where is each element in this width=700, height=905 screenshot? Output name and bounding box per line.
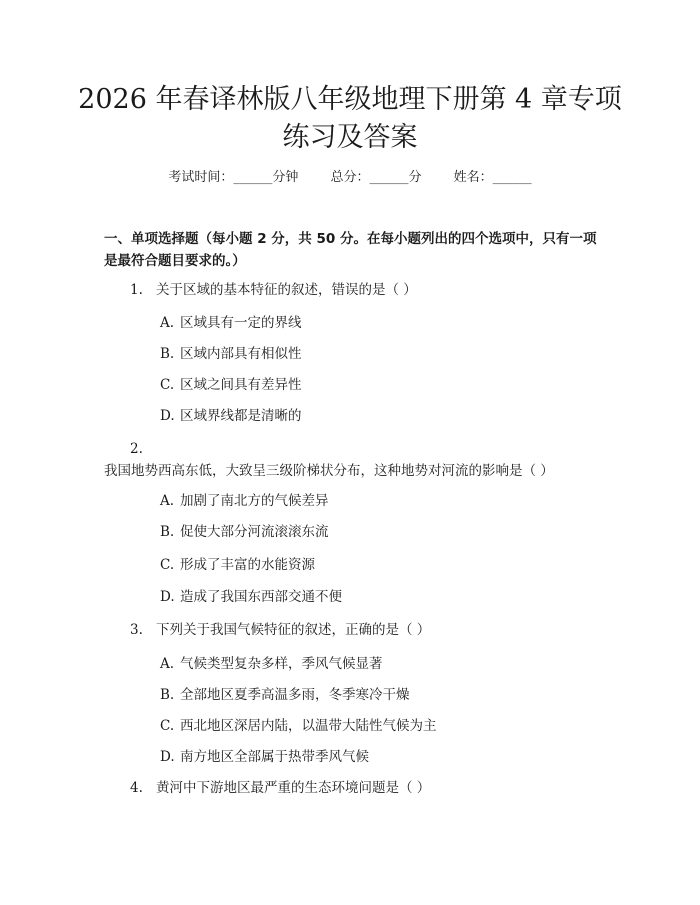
question-4-stem <box>104 777 604 799</box>
exam-time-unit: 分钟 <box>272 170 299 185</box>
total-score-label: 总分： <box>330 170 370 185</box>
exam-time-field <box>168 168 298 188</box>
option-text: 形成了丰富的水能资源 <box>180 557 315 573</box>
option-text: 造成了我国东西部交通不便 <box>180 589 342 605</box>
option-letter: B. <box>160 524 175 540</box>
question-3-option-a <box>160 654 600 674</box>
question-number: 2. <box>130 441 143 457</box>
question-1-option-d <box>160 406 600 426</box>
total-score-unit: 分 <box>408 170 422 185</box>
section-heading: 一、单项选择题（每小题 2 分，共 50 分。在每小题列出的四个选项中，只有一项是最符合题目要求的。） <box>104 231 597 269</box>
option-text: 气候类型复杂多样，季风气候显著 <box>180 656 383 672</box>
question-number: 3. <box>130 622 143 638</box>
question-1-option-c <box>160 375 600 395</box>
question-3-option-c <box>160 716 600 736</box>
question-text: 关于区域的基本特征的叙述，错误的是（ ） <box>156 282 417 298</box>
option-text: 区域之间具有差异性 <box>180 377 302 393</box>
question-2-option-c <box>160 555 600 575</box>
option-letter: A. <box>160 656 175 672</box>
option-letter: C. <box>160 557 175 573</box>
option-text: 区域界线都是清晰的 <box>180 408 302 424</box>
question-1-option-a <box>160 313 600 333</box>
option-letter: B. <box>160 346 175 362</box>
total-score-field <box>330 168 421 188</box>
question-text: 我国地势西高东低，大致呈三级阶梯状分布，这种地势对河流的影响是（ ） <box>104 463 554 479</box>
total-score-blank: ______ <box>369 170 409 185</box>
option-letter: A. <box>160 315 175 331</box>
exam-time-label: 考试时间： <box>168 170 234 185</box>
question-1-stem <box>104 279 604 301</box>
option-text: 西北地区深居内陆，以温带大陆性气候为主 <box>180 718 437 734</box>
option-text: 加剧了南北方的气候差异 <box>180 493 329 509</box>
option-letter: D. <box>160 749 175 765</box>
option-text: 南方地区全部属于热带季风气候 <box>180 749 369 765</box>
option-letter: D. <box>160 408 175 424</box>
question-number: 4. <box>130 780 143 796</box>
document-title-line-1: 2026 年春译林版八年级地理下册第 4 章专项 <box>78 84 622 115</box>
question-2-option-a <box>160 491 600 511</box>
question-1-option-b <box>160 344 600 364</box>
option-letter: C. <box>160 377 175 393</box>
exam-time-blank: ______ <box>233 170 273 185</box>
option-text: 促使大部分河流滚滚东流 <box>180 524 329 540</box>
option-text: 区域内部具有相似性 <box>180 346 302 362</box>
question-number: 1. <box>130 282 143 298</box>
question-2-stem <box>104 438 604 482</box>
question-3-stem <box>104 619 604 641</box>
exam-meta <box>0 168 700 188</box>
question-2-option-b <box>160 522 600 542</box>
question-2-option-d <box>160 587 600 607</box>
document-title-line-2: 练习及答案 <box>282 122 418 153</box>
option-text: 区域具有一定的界线 <box>180 315 302 331</box>
option-letter: A. <box>160 493 175 509</box>
question-3-option-b <box>160 685 600 705</box>
option-letter: D. <box>160 589 175 605</box>
option-letter: B. <box>160 687 175 703</box>
name-blank: ______ <box>492 170 532 185</box>
option-text: 全部地区夏季高温多雨，冬季寒冷干燥 <box>180 687 410 703</box>
name-label: 姓名： <box>453 170 493 185</box>
question-text: 黄河中下游地区最严重的生态环境问题是（ ） <box>156 780 431 796</box>
question-text: 下列关于我国气候特征的叙述，正确的是（ ） <box>156 622 431 638</box>
question-3-option-d <box>160 747 600 767</box>
option-letter: C. <box>160 718 175 734</box>
name-field <box>454 168 532 188</box>
